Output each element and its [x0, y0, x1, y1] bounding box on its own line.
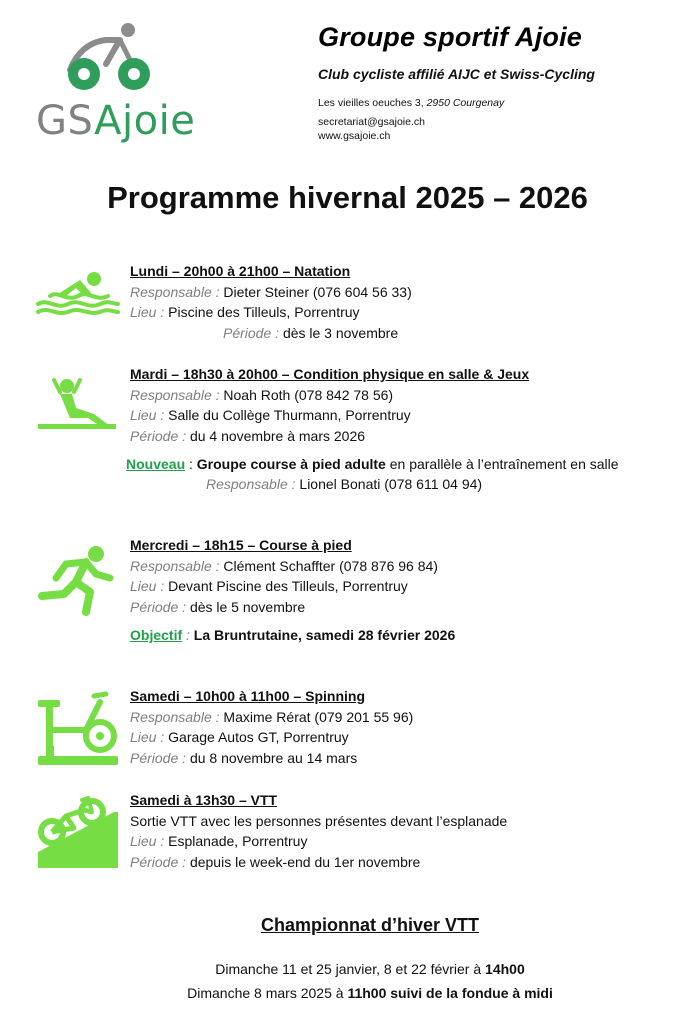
- periode-label: Période :: [130, 427, 190, 444]
- nouveau-text: en parallèle à l’entraînement en salle: [385, 456, 619, 472]
- objectif-sep: :: [182, 627, 194, 643]
- periode-label: Période :: [130, 749, 190, 766]
- periode-label: Période :: [223, 324, 283, 341]
- spinning-bike-icon: [36, 690, 120, 768]
- mountain-bike-icon: [36, 790, 120, 870]
- objectif-text: La Bruntrutaine, samedi 28 février 2026: [193, 627, 456, 643]
- line2-text: Dimanche 8 mars 2025 à: [187, 985, 348, 1001]
- responsable-value: Dieter Steiner (076 604 56 33): [223, 283, 412, 300]
- fitness-icon: [36, 376, 118, 430]
- section-samedi-vtt: [130, 790, 507, 872]
- lieu-value: Esplanade, Porrentruy: [168, 833, 308, 849]
- responsable-label: Responsable :: [130, 557, 224, 574]
- responsable-value: Lionel Bonati (078 611 04 94): [299, 476, 483, 492]
- lieu-label: Lieu :: [130, 833, 169, 849]
- lieu-label: Lieu :: [130, 304, 169, 320]
- section-title: Lundi – 20h00 à 21h00 – Natation: [130, 263, 351, 279]
- lieu-label: Lieu :: [130, 407, 169, 423]
- org-subtitle: Club cycliste affilié AIJC et Swiss-Cycling: [318, 66, 595, 82]
- periode-value: depuis le week-end du 1er novembre: [189, 853, 421, 870]
- vtt-description: Sortie VTT avec les personnes présentes devant l’esplanade: [130, 812, 508, 829]
- section-mercredi: [130, 535, 438, 617]
- responsable-label: Responsable :: [130, 708, 224, 725]
- section-title: Samedi – 10h00 à 11h00 – Spinning: [130, 688, 365, 704]
- lieu-value: Salle du Collège Thurmann, Porrentruy: [168, 407, 411, 423]
- section-title: Mercredi – 18h15 – Course à pied: [130, 537, 352, 553]
- lieu-value: Garage Autos GT, Porrentruy: [168, 729, 349, 745]
- page-title: Programme hivernal 2025 – 2026: [107, 180, 588, 215]
- lieu-value: Piscine des Tilleuls, Porrentruy: [168, 304, 360, 320]
- line1-bold: 14h00: [485, 961, 525, 977]
- line1-text: Dimanche 11 et 25 janvier, 8 et 22 février à: [215, 961, 486, 977]
- responsable-label: Responsable :: [130, 283, 224, 300]
- responsable-label: Responsable :: [206, 476, 300, 492]
- section-mardi: [130, 364, 529, 446]
- address-street: Les vieilles oeuches 3,: [318, 97, 427, 109]
- championnat-title: Championnat d’hiver VTT: [260, 915, 479, 935]
- responsable-value: Clément Schaffter (078 876 96 84): [223, 557, 438, 574]
- cyclist-logo-icon: [62, 18, 158, 94]
- objectif-note: [130, 625, 455, 646]
- lieu-value: Devant Piscine des Tilleuls, Porrentruy: [168, 578, 408, 594]
- periode-value: du 4 novembre à mars 2026: [189, 427, 366, 444]
- email-link[interactable]: secretariat@gsajoie.ch: [318, 116, 425, 128]
- swimming-icon: [36, 270, 120, 316]
- nouveau-note: [126, 454, 619, 475]
- section-title: Samedi à 13h30 – VTT: [130, 792, 278, 808]
- running-icon: [36, 544, 118, 616]
- responsable-value: Maxime Rérat (079 201 55 96): [223, 708, 414, 725]
- logo-ajoie: Ajoie: [94, 98, 196, 144]
- responsable-label: Responsable :: [130, 386, 224, 403]
- lieu-label: Lieu :: [130, 578, 169, 594]
- address-city: 2950 Courgenay: [426, 97, 505, 109]
- website-link[interactable]: www.gsajoie.ch: [318, 130, 391, 142]
- nouveau-responsable: [206, 474, 482, 495]
- address: [318, 97, 504, 109]
- championnat-line-1: [0, 961, 695, 977]
- nouveau-bold: Groupe course à pied adulte: [196, 456, 386, 472]
- section-lundi: [130, 261, 412, 343]
- championnat-line-2: [0, 985, 695, 1001]
- periode-value: dès le 5 novembre: [189, 598, 306, 615]
- nouveau-sep: :: [185, 456, 197, 472]
- org-name: Groupe sportif Ajoie: [318, 22, 583, 52]
- logo-text: [36, 98, 195, 144]
- logo-gs: GS: [36, 98, 95, 144]
- section-samedi-spinning: [130, 686, 413, 768]
- section-title: Mardi – 18h30 à 20h00 – Condition physique en salle & Jeux: [130, 366, 530, 382]
- periode-label: Période :: [130, 853, 190, 870]
- periode-label: Période :: [130, 598, 190, 615]
- periode-value: dès le 3 novembre: [282, 324, 399, 341]
- line2-bold: 11h00 suivi de la fondue à midi: [347, 985, 553, 1001]
- periode-value: du 8 novembre au 14 mars: [189, 749, 358, 766]
- nouveau-label: Nouveau: [126, 456, 186, 472]
- responsable-value: Noah Roth (078 842 78 56): [223, 386, 394, 403]
- lieu-label: Lieu :: [130, 729, 169, 745]
- objectif-label: Objectif: [130, 627, 183, 643]
